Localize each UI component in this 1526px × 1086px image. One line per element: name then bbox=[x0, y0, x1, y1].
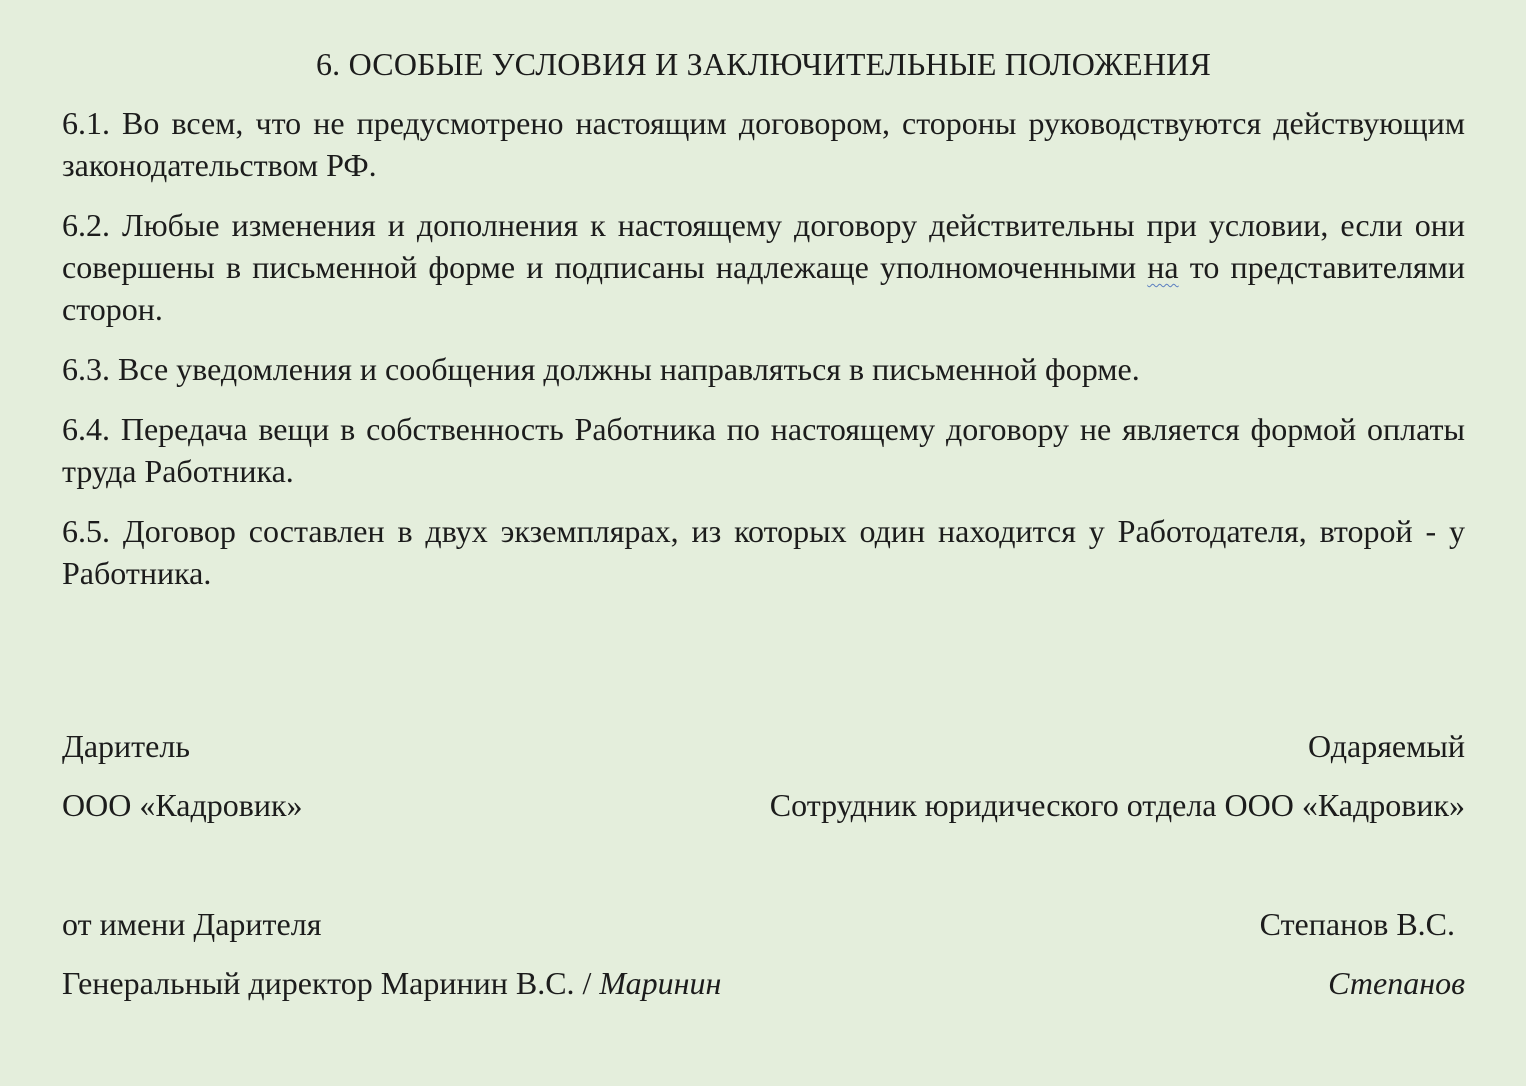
signature-orgs-row bbox=[62, 783, 1465, 827]
clause-6-2-text-start: 6.2. Любые изменения и дополнения к настоящему договору действительны при условии, если они совершены в письменной форме и подписаны надлежаще уполномоченными bbox=[62, 207, 1465, 285]
document-page bbox=[62, 0, 1465, 1086]
spellcheck-marked-word: на bbox=[1147, 249, 1179, 285]
clause-6-2-text-end: то представителями сторон. bbox=[62, 249, 1466, 327]
clause-6-1: 6.1. Во всем, что не предусмотрено настоящим договором, стороны руководствуются действующим законодательством РФ. bbox=[62, 105, 1465, 183]
signature-names-row bbox=[62, 902, 1465, 946]
recipient-org: Сотрудник юридического отдела ООО «Кадровик» bbox=[769, 787, 1465, 823]
donor-org: ООО «Кадровик» bbox=[62, 787, 303, 823]
recipient-name: Степанов В.С. bbox=[1259, 906, 1455, 942]
donor-position-name: Генеральный директор Маринин В.С. / bbox=[62, 965, 600, 1001]
recipient-role: Одаряемый bbox=[1308, 728, 1465, 764]
donor-signature: Маринин bbox=[599, 965, 722, 1001]
section-title: 6. ОСОБЫЕ УСЛОВИЯ И ЗАКЛЮЧИТЕЛЬНЫЕ ПОЛОЖЕНИЯ bbox=[315, 46, 1211, 82]
donor-on-behalf: от имени Дарителя bbox=[62, 906, 322, 942]
clause-6-5: 6.5. Договор составлен в двух экземплярах, из которых один находится у Работодателя, второй - у Работника. bbox=[62, 513, 1465, 591]
donor-role: Даритель bbox=[62, 728, 190, 764]
clause-6-2 bbox=[62, 204, 1465, 330]
recipient-signature: Степанов bbox=[1328, 965, 1465, 1001]
donor-signature-line bbox=[62, 961, 721, 1005]
signature-signs-row bbox=[62, 961, 1465, 1005]
signature-roles-row bbox=[62, 724, 1465, 768]
clauses-list bbox=[62, 102, 1465, 612]
clause-6-4: 6.4. Передача вещи в собственность Работника по настоящему договору не является формой оплаты труда Работника. bbox=[62, 411, 1465, 489]
clause-6-3: 6.3. Все уведомления и сообщения должны направляться в письменной форме. bbox=[62, 351, 1140, 387]
